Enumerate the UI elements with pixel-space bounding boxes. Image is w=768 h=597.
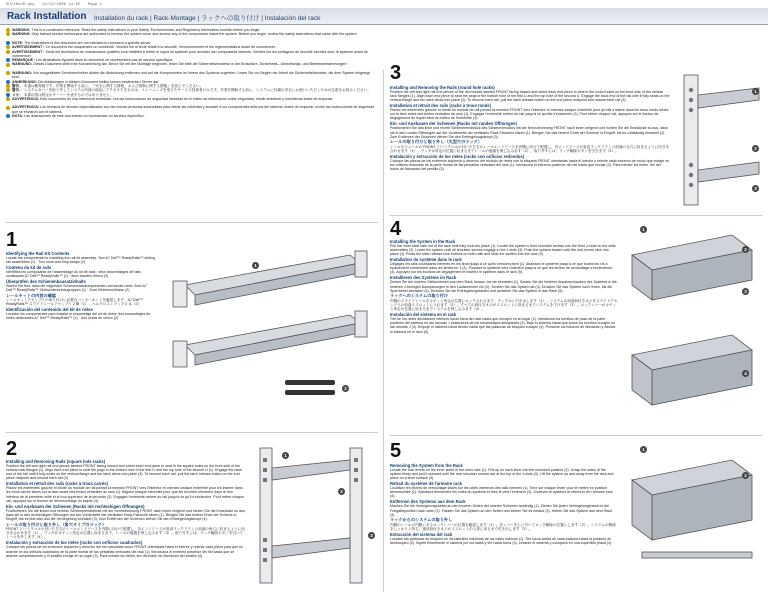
warning-icon bbox=[6, 63, 10, 67]
warning-body: Die Abbildungen in diesem Dokument stellen keinen bestimmten Server dar. bbox=[37, 79, 160, 84]
section-body: Position the left and right rail end pieces labeled FRONT facing inward and orient each end piece to seat in the square holes on the front side of the vertical rack flanges (1). Align each end piece to seat the pegs in the bottom hole of the first U and the top hole of the second U (2). Engage the back end of the rail until it fully seats on the vertical flange and the latch clicks into place (3). To remove each rail, pull the latch release button on the end piece midpoint and unseat each rail (4). bbox=[6, 463, 243, 481]
warning-label: WARNING: bbox=[12, 32, 31, 37]
section-body: 内側のレールの内側にあるロックレバーの位置を確認します（1）。各レバーを上に引いてロック解除の位置にします（2）。システムの側面をしっかりと持ち、後部肩付きネジが J スロットの上部に来るまで引き出します（3）。 bbox=[390, 522, 616, 531]
square-hole-rack-figure bbox=[250, 438, 378, 590]
section-body: Tire de los rieles deslizantes internos hacia fuera del rack hasta que encajen en su lugar (1). Introduzca los tornillos de paso de la parte posterior del sistema en las ranuras J posteriores de los ensamblajes deslizantes (2). Baje el sistema hasta que todos los tornillos encajen en las ranuras J (3). Empuje el sistema hacia dentro hasta que las palancas de bloqueo encajen (4). Presione los botones de liberación y deslice el sistema en el rack (5). bbox=[390, 316, 616, 334]
callout-5-1: 1 bbox=[640, 446, 647, 453]
warning-body: システムカバーを取り外してシステム内部の部品にアクセスできるのは、トレーニングを受けたサービス技術者のみです。作業を開始する前に、システムに付属の安全にお使いいただくための注意をお読みください。 bbox=[23, 88, 371, 93]
warning-text bbox=[12, 105, 378, 114]
warning-icon bbox=[6, 32, 10, 36]
meta-page: Page 1 bbox=[87, 3, 103, 7]
warning-text bbox=[12, 97, 378, 101]
section-heading: レールキットの内容の確認 bbox=[6, 292, 57, 298]
section-heading: Installation du système dans le rack bbox=[390, 256, 462, 262]
warning-icon bbox=[6, 50, 10, 54]
section-body: Locate the components for installing the rail kit assembly: Two A7 Dell™ ReadyRails™ sliding rail assemblies (1) · Two hook-and-loop straps (2) bbox=[6, 255, 155, 264]
callout-2: 2 bbox=[342, 385, 349, 392]
callout-5-2: 2 bbox=[742, 472, 749, 479]
section-heading: Überprüfen des Schienenbausatzinhalts bbox=[6, 278, 86, 284]
warning-icon bbox=[6, 106, 10, 110]
section-heading: Installing and Removing the Rails (round hole racks) bbox=[390, 84, 495, 90]
warning-label: メモ： bbox=[12, 92, 23, 97]
section-heading: Ein- und Ausbauen der Schienen (Racks mit rechteckigen Öffnungen) bbox=[6, 503, 145, 509]
callout-3-3: 3 bbox=[752, 185, 759, 192]
warning-body: Nur ausgebildete Servicetechniker dürfen die Abdeckung entfernen und auf die Komponenten im Innern des Systems zugreifen. Lesen Sie vor Beginn der Arbeit die Sicherheitshinweise, die dem System beigelegt sind. bbox=[12, 71, 370, 80]
section-heading: Installing and Removing Rails (square hole racks) bbox=[6, 458, 106, 464]
warning-row bbox=[6, 62, 378, 66]
sliding-rail-lower bbox=[173, 311, 367, 367]
section-heading: Retrait du système de l'armoire rack bbox=[390, 480, 462, 486]
section-body: レールキットアセンブリの取り付けに必要なコンポーネントを確認します：A7 Dell™ ReadyRails™ スライドレールアセンブリ 2 個（1）、ベルクロストラップ 2 本（2） bbox=[6, 298, 143, 307]
callout-4-2: 2 bbox=[742, 246, 749, 253]
section-body: Coloque las piezas de los extremos izquierdo y derecho del módulo de rieles con la etiqueta FRONT orientadas hacia el interior y oriente cada extremo de modo que encaje en los orificios redondos de la parte frontal de las pestañas verticales del rack (1). Introduzca el extremo posterior del riel hasta que encaje (2). Para extraer los rieles, tire del botón de liberación del pestillo (3). bbox=[390, 158, 670, 172]
warning-row bbox=[6, 97, 378, 101]
callout-2-1: 1 bbox=[282, 452, 289, 459]
warning-icon bbox=[6, 97, 10, 101]
warning-label: ADVERTENCIA: bbox=[12, 105, 40, 110]
warning-label: ADVERTENCIA: bbox=[12, 96, 40, 101]
callout-2-2: 2 bbox=[338, 488, 345, 495]
warning-label: WARNUNG: bbox=[12, 62, 33, 67]
section-heading: ラックへのシステムの取り付け bbox=[390, 293, 449, 299]
callout-1: 1 bbox=[252, 262, 259, 269]
warning-text bbox=[12, 50, 378, 59]
warning-label: 警告： bbox=[12, 83, 23, 88]
page-header bbox=[0, 8, 768, 25]
section-body: 内側のスライドレールをカチッと所定の位置にロックされるまで、ラックから引き出します（1）。システムの前面肩付きネジをスライドアセンブリの前面 J スロットに入れます（2）。すべての肩付きネジが J スロットに収まるまでシステムを下げます（3）。ロックレバーがカチッと所定の位置に収まるまでシステムを押し込みます（4）。 bbox=[390, 298, 618, 312]
warning-row bbox=[6, 50, 378, 59]
section-heading: Instalación y extracción de los rieles (racks con orificios redondos) bbox=[390, 153, 525, 159]
callout-2-3: 3 bbox=[368, 532, 375, 539]
warning-label: AVERTISSEMENT : bbox=[12, 45, 45, 50]
warning-label: NOTE: bbox=[12, 40, 24, 45]
section-body: Placez les extrémités gauche et droite du module de rail portant la mention FRONT vers l'intérieur et orientez chaque extrémité pour les insérer dans les trous carrés situés sur la face avant des brides verticales du rack (1). Alignez chaque extrémité pour que les broches s'insèrent dans le trou inférieur de la première unité et le trou supérieur de la seconde (2). Engagez l'extrémité arrière du rail jusqu'à ce qu'il s'enclenche. Pour retirer chaque rail, appuyez sur le bouton de déverrouillage du loquet (4). bbox=[6, 486, 245, 503]
section-heading: Identifying the Rail Kit Contents bbox=[6, 250, 70, 256]
section-heading: Extracción del sistema del rack bbox=[390, 531, 453, 537]
section-body: Positionieren Sie das linke und rechte Schienenendstück des Schienenmoduls mit der Kennzeichnung FRONT nach innen zeigend und richten Sie die Endstücke so aus, dass sie in den runden Öffnungen auf der Vorderseite der vertikalen Rack-Flansche sitzen (1). Bringen Sie das hintere Ende der Schiene in Eingriff, bis es vollständig einrastet (2). Zum Entfernen der Schienen ziehen Sie den Entriegelungsknopf (3). bbox=[390, 126, 668, 139]
step-3-text bbox=[390, 84, 670, 172]
divider-right-1 bbox=[390, 215, 762, 216]
warning-row bbox=[6, 114, 378, 118]
section-body: Placez les extrémités gauche et droite du module de rail portant la mention FRONT vers l'intérieur et orientez chaque extrémité pour qu'elle s'insère dans les trous ronds situés sur la face avant des brides verticales du rack (1). Engagez l'extrémité arrière du rail jusqu'à ce qu'elle s'enclenche (2). Pour retirer chaque rail, appuyez sur le bouton de dégagement du loquet situé au milieu de l'extrémité (3). bbox=[390, 108, 669, 121]
warning-body: Los técnicos de servicio especializados son las únicas personas autorizadas para retirar las cubiertas y acceder a los componentes internos del sistema. Antes de empezar, revise las instrucciones de seguridad que se enviaron con el sistema. bbox=[12, 105, 375, 114]
step-number-1: 1 bbox=[6, 229, 18, 251]
warning-label: ANMERKUNG: bbox=[12, 79, 37, 84]
warning-text bbox=[12, 114, 378, 118]
round-hole-rack-figure bbox=[674, 70, 764, 210]
warning-label: WARNING: bbox=[12, 28, 31, 32]
page-title: Rack Installation bbox=[7, 11, 87, 22]
callout-3-2: 2 bbox=[752, 145, 759, 152]
section-heading: Installing the System in the Rack bbox=[390, 238, 456, 244]
warning-text bbox=[12, 32, 378, 36]
section-body: Coloque las piezas de los extremos izquierdo y derecho del riel marcadas como FRONT orientadas hacia el interior y oriente cada pieza para que se asiente en los orificios cuadrados de la parte frontal de las pestañas verticales del rack (1). Introduzca el extremo posterior del riel hasta que se asiente completamente y el pestillo encaje en su lugar (3). Para extraer los rieles, tire del botón de liberación del pestillo (4). bbox=[6, 545, 243, 558]
warning-label: WARNUNG: bbox=[12, 71, 33, 75]
divider-left-1 bbox=[6, 222, 378, 223]
divider-right-2 bbox=[390, 435, 762, 436]
step-5-text bbox=[390, 462, 618, 546]
step-2-text bbox=[6, 458, 246, 558]
warning-text bbox=[12, 71, 378, 80]
section-heading: レールの取り付けと取り外し（丸型穴のラック） bbox=[390, 139, 482, 145]
section-body: Localice los componentes para instalar el ensamblaje del kit de rieles: dos ensamblajes de rieles deslizantes A7 Dell™ ReadyRails™ (1) · dos cintas de velcro (2) bbox=[6, 312, 151, 321]
section-heading: ラックからのシステムの取り外し bbox=[390, 517, 453, 523]
warning-body: The illustrations in this document are not intended to represent a specific server. bbox=[24, 40, 152, 45]
section-body: Locate the lock levers on the inner sides of the inner rails (1). Pull up on each lever into the unlocked position (2). Grasp the sides of the system firmly and pull it outward until the rear shoulder screws are at the top of the J-slots (3). Lift the system up and away from the rack and place on a level surface (4). bbox=[390, 467, 614, 481]
warning-icon bbox=[6, 71, 10, 75]
section-body: レールモジュールの FRONT というラベルの付いた左右のレールエンドピースを内側に向けて配置し、各エンドピースが垂直ラックフランジ前面の丸穴に収まるように向きを合わせます（1）。ラッチが所定の位置に収まるまでレールの後端を押し込みます（2）。取り外すには、ラッチ解除ボタンを引きます（3）。 bbox=[390, 144, 670, 153]
section-body: FRONT というラベルの付いた左右のレールエンドピースを内側に向けて配置し、各エンドピースが垂直ラックフランジ前面の角穴に収まるように向きを合わせます（1）。ラッチがカチッと所定の位置に収まるまで、レールの後端を押し込みます（3）。取り外すには、ラッチ解除ボタンを引いてレールを外します（4）。 bbox=[6, 527, 245, 540]
section-body: Localisez les leviers de verrouillage situés sur les côtés intérieurs des rails internes (1). Tirez sur chaque levier pour le mettre en position déverrouillée (2). Saisissez fermement les côtés du système et tirez-le vers l'extérieur (3). Soulevez le système et retirez-le de l'armoire rack (4). bbox=[390, 486, 613, 499]
warning-label: REMARQUE : bbox=[12, 58, 36, 63]
section-heading: Removing the System from the Rack bbox=[390, 462, 463, 468]
section-body: Ziehen Sie die inneren Gleitschienen aus dem Rack heraus, bis sie einrasten (1). Setzen Sie die hinteren Ansatzschrauben des Systems in die hinteren J-förmigen Aussparungen in den Laufschienen ein (2). Senken Sie das System ab (3). Drücken Sie das System nach innen, bis die Sperrhebel einrasten (4). Drücken Sie die Entriegelungstasten und schieben Sie das System in das Rack (5). bbox=[390, 280, 617, 293]
warning-row bbox=[6, 32, 378, 36]
section-body: Positionieren Sie die linken und rechten Schienenendstücke mit der Kennzeichnung FRONT nach innen zeigend und richten Sie die Endstücke so aus, dass sie in den rechteckigen Öffnungen auf der Vorderseite der vertikalen Rack-Flansche sitzen (1). Bringen Sie das hintere Ende der Schiene in Eingriff, bis es fest sitzt und die Verriegelung einrastet (3). Zum Entfernen der Schienen ziehen Sie den Entriegelungsknopf (4). bbox=[6, 508, 246, 522]
warning-body: Les illustrations figurant dans ce document ne représentent pas de serveur spécifique. bbox=[36, 58, 174, 63]
section-body: Localice las palancas de bloqueo en los laterales interiores de los rieles internos (1). Tire hacia arriba de cada palanca hasta la posición de desbloqueo (2). Sujete firmemente el sistema por los lados y tire hacia fuera (3). Levante el sistema y colóquelo en una superficie plana (4). bbox=[390, 536, 613, 545]
section-heading: Identificación del contenido del kit de rieles bbox=[6, 306, 93, 312]
warning-text bbox=[12, 62, 378, 66]
step-number-3: 3 bbox=[390, 62, 402, 84]
meta-datetime: 12/21/2009 14:55 bbox=[42, 3, 81, 7]
section-heading: Installation et retrait des rails (racks à trous ronds) bbox=[390, 102, 491, 108]
print-meta bbox=[6, 3, 102, 7]
warning-label: AVERTISSEMENT : bbox=[12, 49, 45, 54]
warning-body: Seuls les techniciens de maintenance qualifiés sont habilités à retirer le capot du système pour accéder aux composants internes. Veuillez lire les consignes de sécurité fournies avec le système avant de commencer. bbox=[12, 49, 368, 58]
install-system-figure bbox=[622, 225, 762, 430]
warning-body: Ce document est uniquement un condensé. Veuillez lire le texte relatif à la sécurité, l'environnement et les réglementations avant de commencer. bbox=[45, 45, 276, 50]
section-heading: Instalación y extracción de los rieles (racks con orificios cuadrados) bbox=[6, 540, 143, 546]
warning-row bbox=[6, 71, 378, 80]
step-number-5: 5 bbox=[390, 440, 402, 462]
step-1-text bbox=[6, 250, 156, 321]
section-body: Stellen Sie fest, dass die folgenden Schienensatzkomponenten vorhanden sind: Zwei A7 Dell™ ReadyRails™ Gleitschienenbaugruppen (1) · Zwei Klettverschlüsse (2) bbox=[6, 283, 147, 293]
section-body: Pull the inner slide rails out of the rack until they lock into place (1). Locate the system's front shoulder screws into the front J-slots on the slide assemblies (2). Lower the system until all shoulder screws engage in the J-slots (3). Push the system inward until the lock levers click into place (4). Press the slide release lock buttons on both rails and slide the system into the rack (5). bbox=[390, 243, 616, 257]
warning-row bbox=[6, 105, 378, 114]
section-heading: レールの取り付けと取り外し（角穴タイプのラック） bbox=[6, 521, 107, 527]
warning-body: Dieses Dokument stellt eine Kurzanleitung dar. Bevor Sie mit der Montage beginnen, lesen Sie bitte die Sicherheitshinweise in der Broschüre „Sicherheits-, Umweltungs- und Betriebsbestimmungen“. bbox=[33, 62, 349, 67]
section-body: Identifiez les composants de l'assemblage du kit de rails : deux assemblages de rails coulissants A7 Dell™ ReadyRails™ (1) · deux bandes Velcro (2) bbox=[6, 269, 141, 279]
callout-4-1: 1 bbox=[640, 226, 647, 233]
callout-4-3: 3 bbox=[742, 288, 749, 295]
warning-label: NOTA: bbox=[12, 114, 24, 118]
section-heading: Ein- und Ausbauen der Schienen (Racks mit runden Öffnungen) bbox=[390, 121, 517, 127]
section-body: Machen Sie die Verriegelungshebel an den inneren Seiten der inneren Schienen ausfindig (1). Ziehen Sie jeden Verriegelungshebel in die Freigabeposition nach oben (2). Fassen Sie das System an den Seiten und ziehen Sie es heraus (3). Heben Sie das System aus dem Rack (4). bbox=[390, 504, 613, 517]
warning-body: 本書は簡易版です。作業を開始する前に、『安全に関する情報、および規制に関する情報』を読んでください。 bbox=[23, 83, 204, 88]
section-heading: Installation et retrait des rails (racks à trous carrés) bbox=[6, 481, 108, 487]
warning-body: Este documento es una referencia resumida. Lea las instrucciones de seguridad incluidas en el folleto de información sobre seguridad, medio ambiente y normativas antes de empezar. bbox=[40, 96, 334, 101]
remove-system-figure bbox=[622, 440, 762, 592]
divider-left-2 bbox=[6, 432, 378, 433]
sliding-rail-upper bbox=[173, 251, 367, 307]
step-number-4: 4 bbox=[390, 218, 402, 240]
section-heading: Entfernen des Systems aus dem Rack bbox=[390, 499, 466, 505]
meta-job: 0U726cv0.qxp bbox=[6, 3, 35, 7]
warning-body: Only trained service technicians are authorized to remove the system cover and access any of the components inside the system. Before you begin, review the safety instructions that came with the system. bbox=[31, 32, 358, 37]
vertical-divider bbox=[383, 70, 384, 592]
warning-label: 警告： bbox=[12, 88, 23, 93]
warning-body: 本書の図は特定のサーバーを表すものではありません。 bbox=[23, 92, 114, 97]
callout-4-4: 4 bbox=[742, 370, 749, 377]
section-body: Position the left and right rail end pieces of the rail module labeled FRONT facing inward and orient each end piece to seat in the round holes on the front side of the vertical rack flanges (1). Align each end piece to seat the pegs in the bottom hole of the first U and the top hole of the second U. Engage the back end of the rail until it fully seats on the vertical flange and the latch clicks into place (2). To remove each rail, pull the latch release button on the end piece midpoint and unseat each rail (3). bbox=[390, 89, 670, 103]
section-heading: Contenu du kit de rails bbox=[6, 264, 52, 270]
callout-3-1: 1 bbox=[752, 88, 759, 95]
step-4-text bbox=[390, 238, 618, 334]
page-subtitle: Installation du rack | Rack-Montage | ラックへの取り付け | Instalación del rack bbox=[94, 15, 321, 22]
section-heading: Installieren des Systems im Rack bbox=[390, 275, 457, 281]
step-number-2: 2 bbox=[6, 438, 18, 460]
warning-body: This is a condensed reference. Read the safety instructions in your Safety, Environmental, and Regulatory Information booklet before you begin. bbox=[31, 28, 261, 32]
note-icon bbox=[6, 114, 10, 118]
hook-loop-straps bbox=[285, 380, 335, 395]
section-heading: Instalación del sistema en el rack bbox=[390, 311, 457, 317]
warning-body: Las ilustraciones de este documento no representan un servidor específico. bbox=[24, 114, 145, 118]
section-body: Dégagez les rails coulissants internes en les tirant jusqu'à ce qu'ils s'enclenchent (1). Abaissez le système jusqu'à ce que toutes les vis à épaulement s'emboîtent dans les fentes en J (3). Poussez le système vers l'intérieur jusqu'à ce que les leviers de verrouillage s'enclenchent (4). Appuyez sur les boutons de dégagement et insérez le système dans le rack (5). bbox=[390, 262, 613, 275]
